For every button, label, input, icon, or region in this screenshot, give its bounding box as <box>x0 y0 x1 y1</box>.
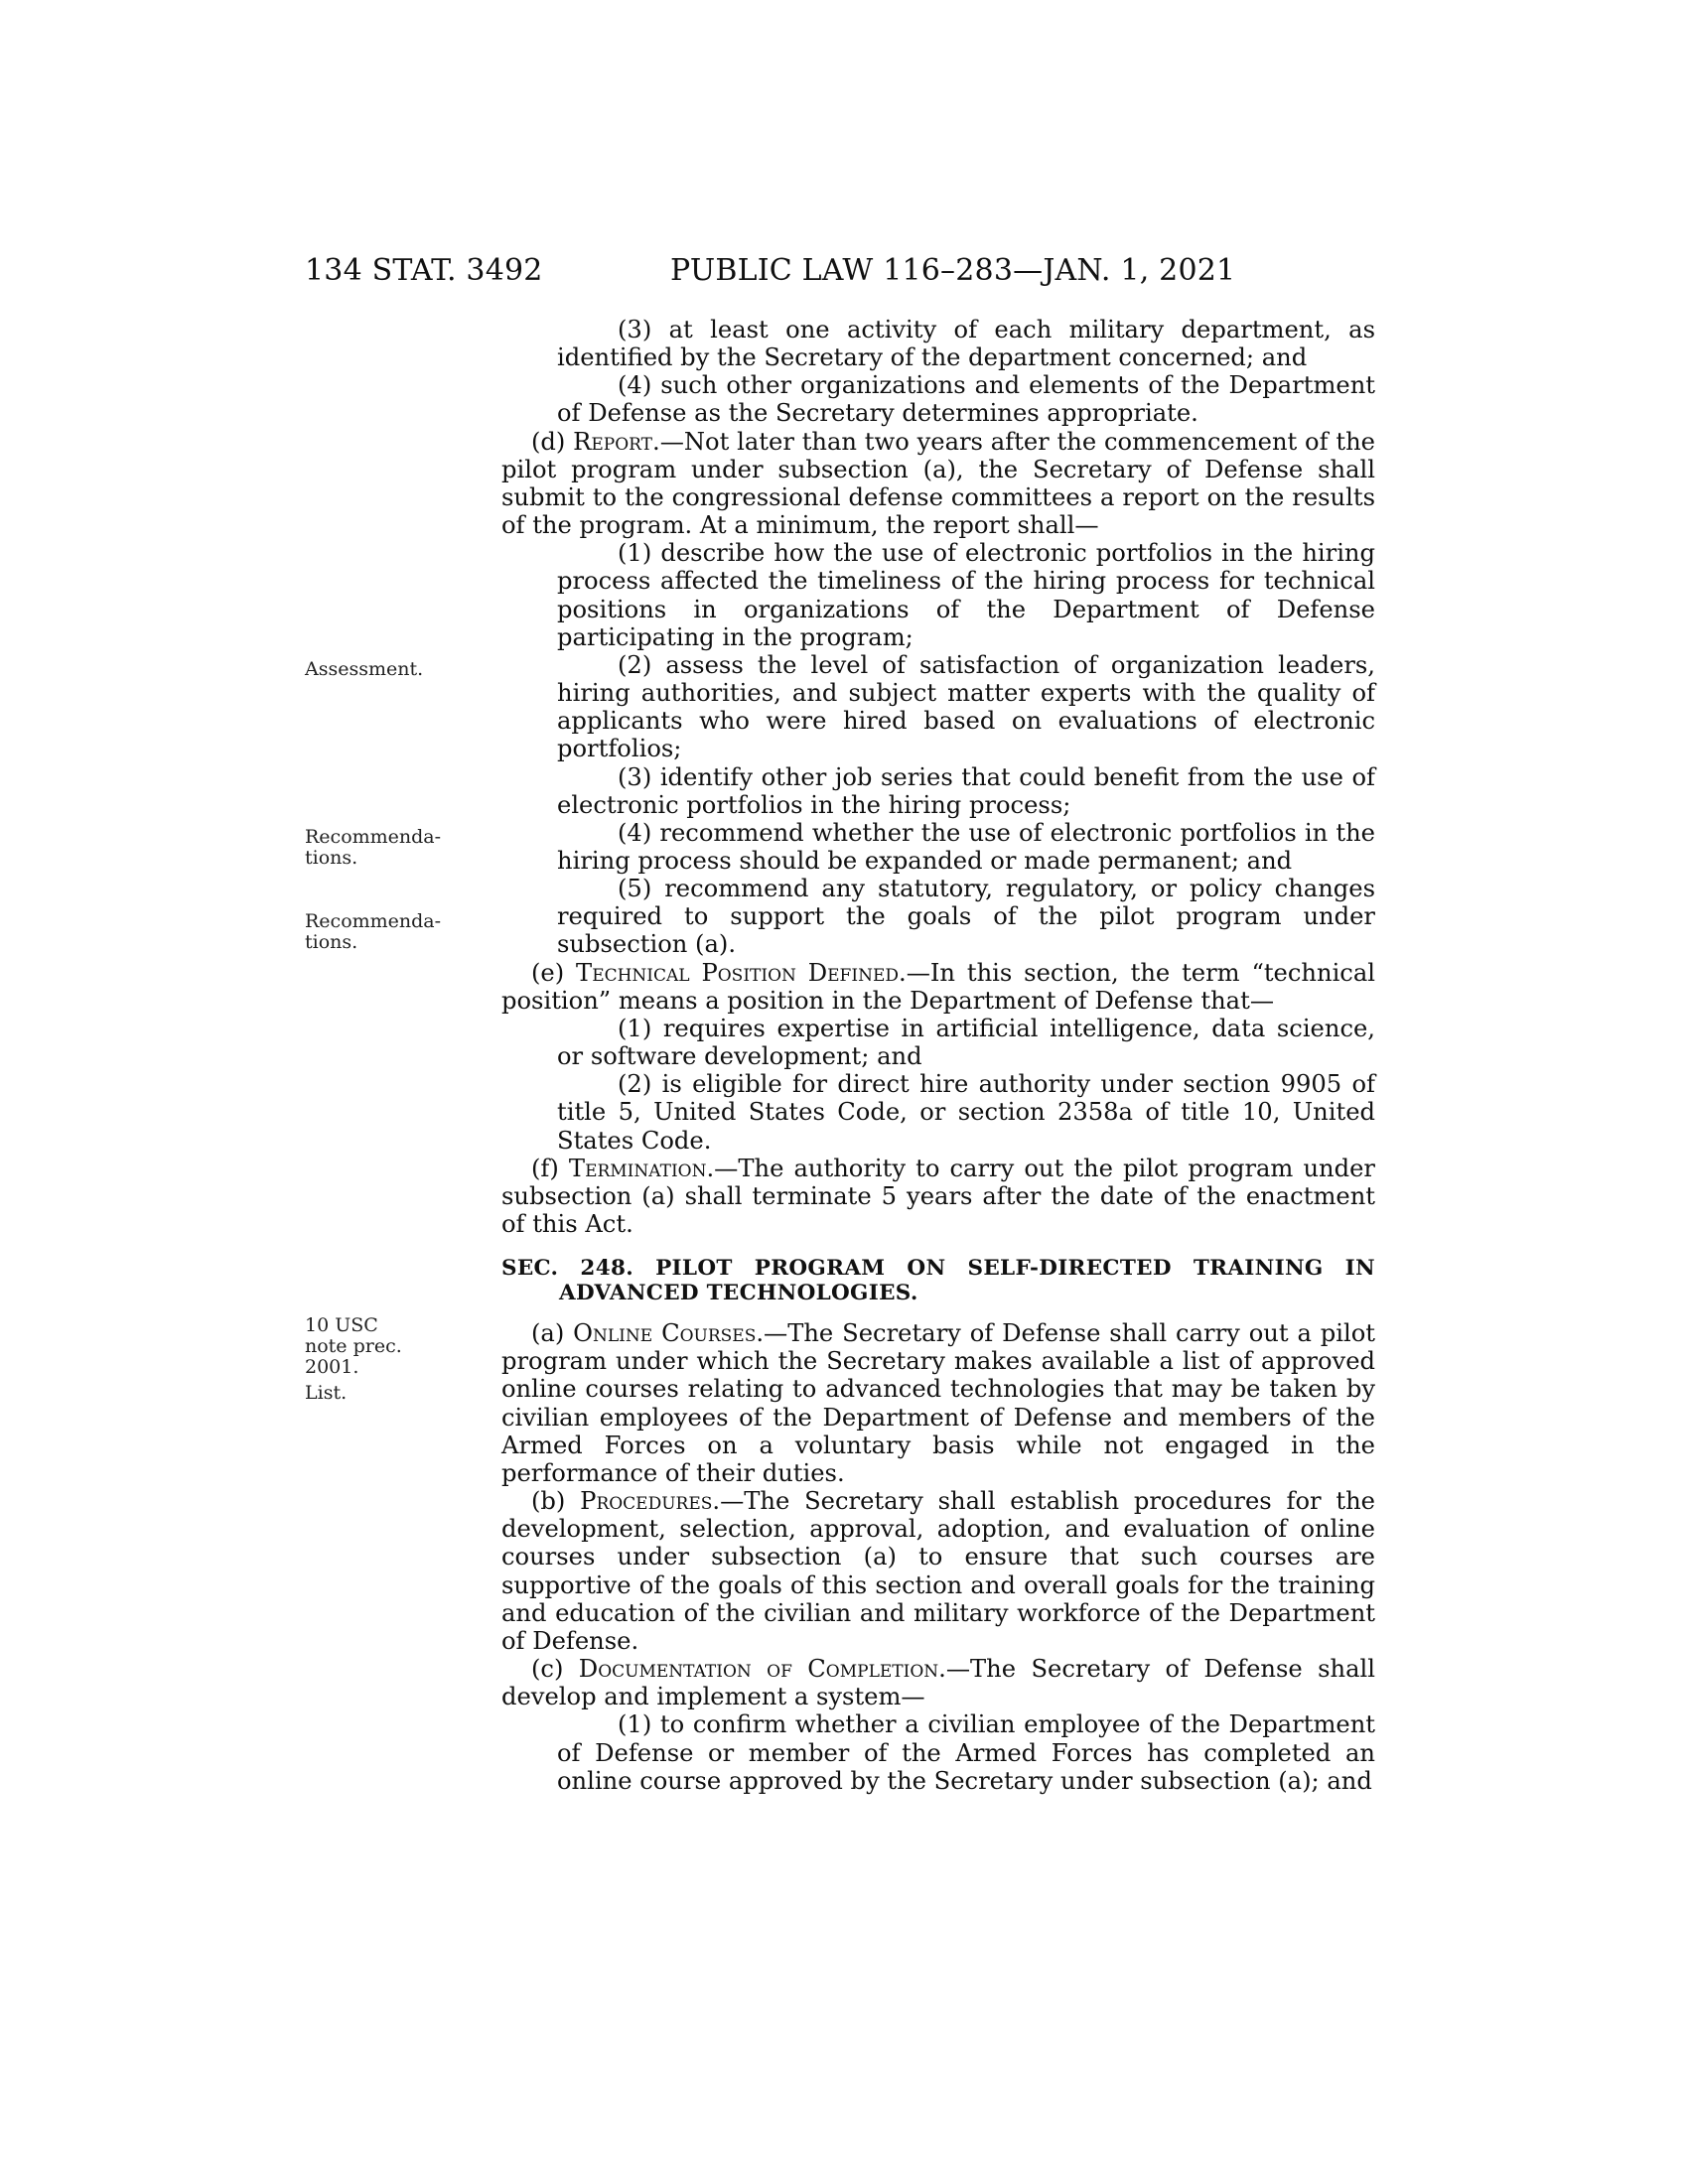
section-heading: SEC. 248. PILOT PROGRAM ON SELF-DIRECTED TRAINING IN ADVANCED TECHNOLOGIES. <box>501 1256 1375 1306</box>
paragraph-d5: (5) recommend any statutory, regulatory, or policy changes required to support the goals of the pilot program under subsection (a). <box>557 875 1375 959</box>
subsection-c-label: (c) D <box>531 1655 599 1684</box>
subsection-c-text: .—The Secretary of Defense shall develop and implement a system— <box>501 1655 1375 1711</box>
paragraph-group <box>501 539 1375 958</box>
margin-note-assessment: Assessment. <box>305 658 424 680</box>
paragraph-e2: (2) is eligible for direct hire authority under section 9905 of title 5, United States Code, or section 2358a of title 10, United States Code. <box>557 1070 1375 1155</box>
paragraph-c1: (1) to confirm whether a civilian employee of the Department of Defense or member of the Armed Forces has completed an online course approved by the Secretary under subsection (a); and <box>557 1710 1375 1795</box>
paragraph-group <box>501 1015 1375 1155</box>
paragraph-c3: (3) at least one activity of each military department, as identified by the Secretary of the department concerned; and <box>557 316 1375 372</box>
paragraph-group <box>501 1710 1375 1794</box>
paragraph-d2: (2) assess the level of satisfaction of organization leaders, hiring authorities, and subject matter experts with the quality of applicants who were hired based on evaluations of electronic portfolios; <box>557 650 1375 763</box>
paragraph-d3: (3) identify other job series that could benefit from the use of electronic portfolios in the hiring process; <box>557 762 1375 819</box>
subsection-f-heading: ermination <box>585 1154 707 1182</box>
subsection-d-heading: eport <box>591 427 652 456</box>
margin-note-list: List. <box>305 1382 348 1404</box>
margin-note-recommendations-2: Recommenda- tions. <box>305 910 442 953</box>
subsection-d <box>501 428 1375 540</box>
subsection-e-text: .—In this section, the term “technical position” means a position in the Department of Defense that— <box>501 958 1376 1015</box>
subsection-d-label: (d) R <box>531 427 592 456</box>
margin-note-usc: 10 USC note prec. 2001. <box>305 1314 402 1378</box>
stat-page-number: 134 STAT. 3492 <box>305 253 543 288</box>
subsection-a-text: .—The Secretary of Defense shall carry out a pilot program under which the Secretary makes available a list of approved online courses relating to advanced technologies that may be taken by civilian employees of the Department of Defense and members of the Armed Forces on a voluntary basis while not engaged in the performance of their duties. <box>501 1319 1375 1487</box>
subsection-e-heading: echnical Position Defined <box>592 958 899 987</box>
paragraph-d1: (1) describe how the use of electronic portfolios in the hiring process affected the timeliness of the hiring process for technical positions in organizations of the Department of Defense participating in the program; <box>557 539 1375 651</box>
page-header <box>0 253 1688 293</box>
paragraph-group <box>501 316 1375 428</box>
subsection-a <box>501 1319 1375 1487</box>
margin-note-recommendations-1: Recommenda- tions. <box>305 826 442 869</box>
subsection-b-text: .—The Secretary shall establish procedures for the development, selection, approval, adoption, and evaluation of online courses under subsection (a) to ensure that such courses are supportive of the goals of this section and overall goals for the training and education of the civilian and military workforce of the Department of Defense. <box>501 1487 1375 1655</box>
paragraph-e1: (1) requires expertise in artificial intelligence, data science, or software development; and <box>557 1014 1375 1071</box>
subsection-c <box>501 1655 1375 1710</box>
subsection-b <box>501 1487 1375 1655</box>
subsection-f-text: .—The authority to carry out the pilot program under subsection (a) shall terminate 5 years after the date of the enactment of this Act. <box>501 1154 1375 1238</box>
document-body <box>501 316 1375 1795</box>
subsection-d-text: .—Not later than two years after the commencement of the pilot program under subsection (a), the Secretary of Defense shall submit to the congressional defense committees a report on the results of the program. At a minimum, the report shall— <box>501 427 1375 540</box>
law-title: PUBLIC LAW 116–283—JAN. 1, 2021 <box>670 253 1236 288</box>
subsection-a-label: (a) O <box>531 1319 594 1348</box>
subsection-e-label: (e) T <box>531 958 593 987</box>
subsection-a-heading: nline Courses <box>593 1319 757 1348</box>
subsection-b-label: (b) P <box>531 1487 597 1516</box>
subsection-f <box>501 1155 1375 1238</box>
paragraph-d4: (4) recommend whether the use of electronic portfolios in the hiring process should be expanded or made permanent; and <box>557 818 1375 875</box>
subsection-e <box>501 959 1375 1015</box>
paragraph-c4: (4) such other organizations and elements of the Department of Defense as the Secretary determines appropriate. <box>557 371 1375 428</box>
subsection-c-heading: ocumentation of Completion <box>598 1655 939 1684</box>
subsection-b-heading: rocedures <box>596 1487 713 1516</box>
subsection-f-label: (f) T <box>531 1154 586 1182</box>
